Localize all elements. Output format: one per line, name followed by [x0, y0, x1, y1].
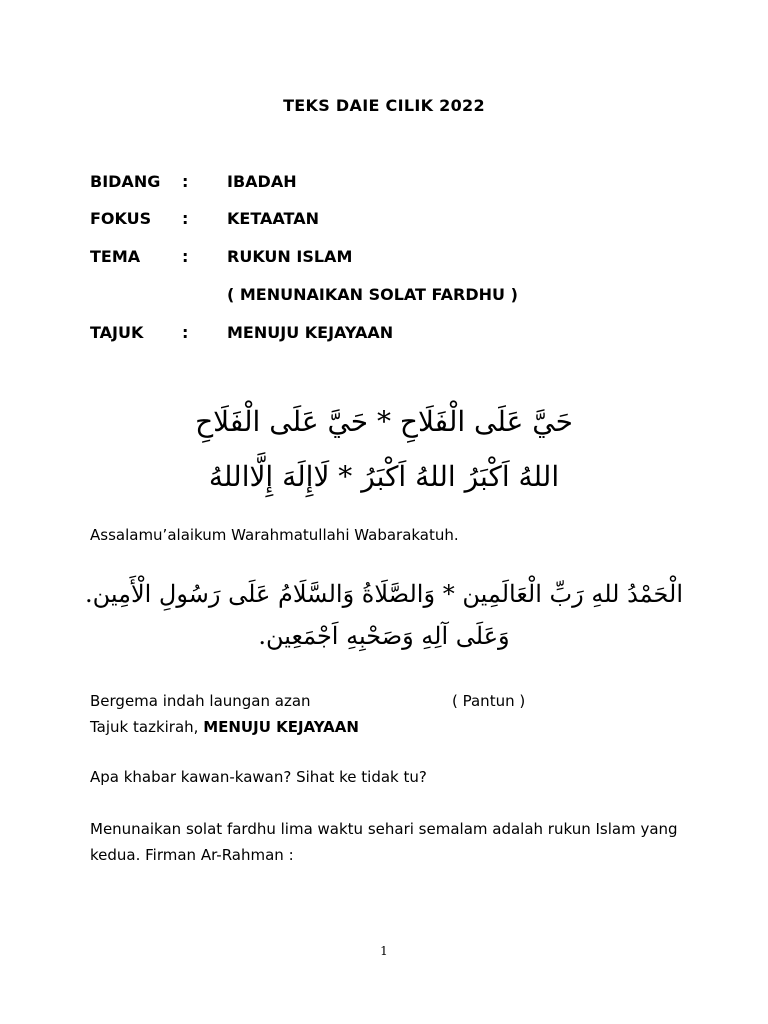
page-number: 1	[380, 944, 388, 958]
field-colon: :	[182, 247, 189, 266]
field-label: BIDANG	[90, 172, 161, 191]
field-label: TAJUK	[90, 323, 144, 342]
greeting: Assalamu’alaikum Warahmatullahi Wabarakatuh.	[90, 526, 459, 544]
pantun-line-2-bold: MENUJU KEJAYAAN	[203, 718, 359, 736]
pantun-line-2-text: Tajuk tazkirah,	[90, 718, 204, 736]
opening-line-1: الْحَمْدُ للهِ رَبِّ الْعَالَمِين * وَالصَّلَاةُ وَالسَّلَامُ عَلَى رَسُولِ الْأَمِين.	[84, 580, 684, 608]
document-title: TEKS DAIE CILIK 2022	[283, 96, 485, 115]
body-paragraph: Menunaikan solat fardhu lima waktu sehari semalam adalah rukun Islam yang kedua. Firman Ar-Rahman :	[90, 820, 678, 864]
azan-line-1: حَيَّ عَلَى الْفَلَاحِ * حَيَّ عَلَى الْفَلَاحِ	[195, 405, 573, 438]
field-label: FOKUS	[90, 209, 152, 228]
field-value: RUKUN ISLAM	[227, 247, 353, 266]
field-colon: :	[182, 209, 189, 228]
pantun-line-1: Bergema indah laungan azan	[90, 692, 311, 710]
field-colon: :	[182, 323, 189, 342]
pantun-line-2	[90, 716, 359, 738]
field-value: IBADAH	[227, 172, 297, 191]
field-value: MENUJU KEJAYAAN	[227, 323, 394, 342]
opening-line-2: وَعَلَى آلِهِ وَصَحْبِهِ اَجْمَعِين.	[258, 622, 510, 650]
azan-line-2: اللهُ اَكْبَرُ اللهُ اَكْبَرُ * لَاإِلَهَ إِلَّااللهُ	[208, 460, 560, 493]
field-colon: :	[182, 172, 189, 191]
field-label: TEMA	[90, 247, 141, 266]
question-text: Apa khabar kawan-kawan? Sihat ke tidak tu?	[90, 768, 427, 786]
field-value: KETAATAN	[227, 209, 319, 228]
pantun-tag: ( Pantun )	[452, 692, 526, 710]
field-value: ( MENUNAIKAN SOLAT FARDHU )	[227, 285, 518, 304]
